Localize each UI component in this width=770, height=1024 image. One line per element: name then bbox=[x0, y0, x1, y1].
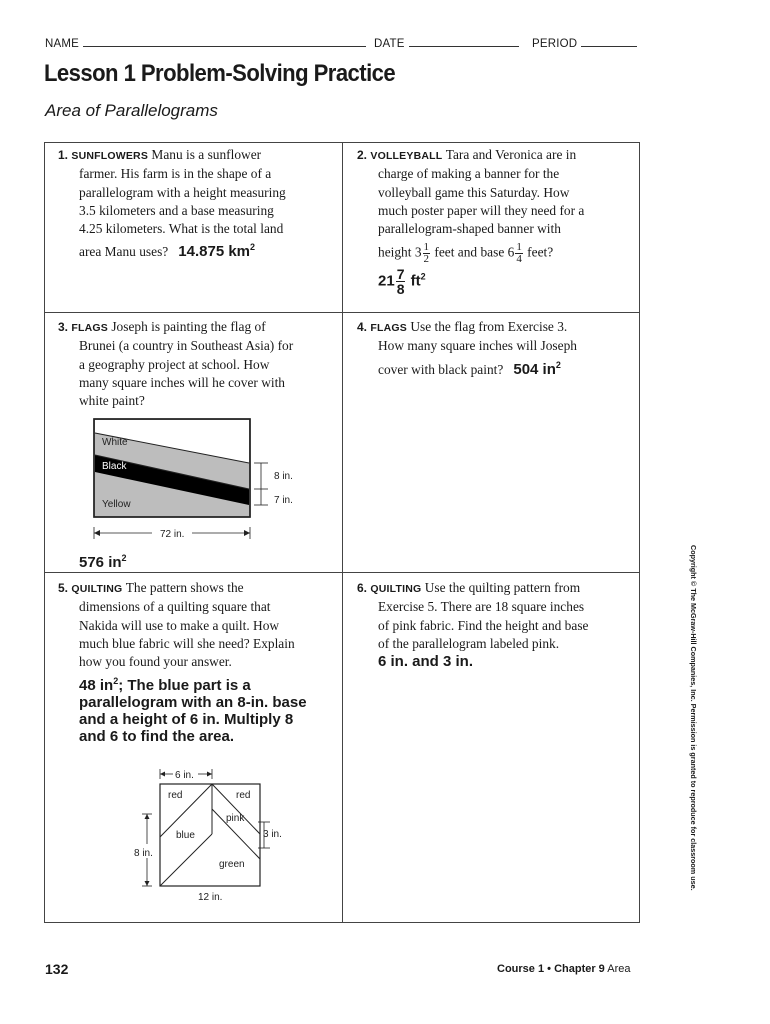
problem-1-number: 1. bbox=[58, 148, 69, 162]
problem-5-tag: QUILTING bbox=[71, 583, 123, 595]
problem-4-answer: 504 $in^2$ bbox=[513, 359, 561, 378]
quilt-diagram bbox=[130, 764, 300, 908]
page-number: 132 bbox=[45, 961, 69, 977]
problem-3-line: white paint? bbox=[79, 393, 145, 409]
name-label: NAME bbox=[45, 38, 80, 50]
flag-dim-8: 8 in. bbox=[274, 471, 293, 482]
problem-5 bbox=[58, 579, 342, 745]
base-fraction: $\frac{1}{4}$ bbox=[516, 241, 522, 266]
quilt-line bbox=[160, 834, 212, 886]
problem-1-answer: 14.875 $km^2$ bbox=[178, 242, 256, 261]
flag-diagram bbox=[90, 415, 310, 550]
quilt-red-left: red bbox=[168, 790, 183, 801]
name-field bbox=[45, 34, 366, 50]
grid-divider-row1 bbox=[44, 312, 640, 313]
problem-2-number: 2. bbox=[357, 148, 368, 162]
lesson-title: Lesson 1 Problem-Solving Practice bbox=[44, 60, 396, 87]
problem-2-line: parallelogram-shaped banner with bbox=[378, 221, 561, 237]
quilt-top-dim: 6 in. bbox=[175, 770, 194, 781]
date-label: DATE bbox=[374, 38, 405, 50]
problem-1-line: farmer. His farm is in the shape of a bbox=[79, 166, 272, 182]
flag-black-label: Black bbox=[102, 461, 127, 472]
problem-2 bbox=[357, 146, 637, 296]
problem-4-number: 4. bbox=[357, 320, 368, 334]
problem-6-line: Exercise 5. There are 18 square inches bbox=[378, 599, 585, 615]
problem-1-line: Manu is a sunflower bbox=[151, 147, 262, 162]
height-fraction: $\frac{1}{2}$ bbox=[423, 241, 430, 266]
quilt-blue: blue bbox=[176, 830, 195, 841]
period-label: PERIOD bbox=[532, 38, 578, 50]
quilt-red-right: red bbox=[236, 790, 251, 801]
problem-2-line: Tara and Veronica are in bbox=[445, 147, 577, 162]
quilt-bottom-dim: 12 in. bbox=[198, 892, 223, 903]
problem-1 bbox=[58, 146, 340, 262]
problem-4 bbox=[357, 318, 637, 379]
problem-5-line: how you found your answer. bbox=[79, 654, 232, 670]
copyright-notice bbox=[686, 545, 700, 891]
problem-6-number: 6. bbox=[357, 581, 368, 595]
problem-3-line: many square inches will he cover with bbox=[79, 374, 286, 390]
problem-4-line: Use the flag from Exercise 3. bbox=[410, 319, 568, 334]
problem-2-line: much poster paper will they need for a bbox=[378, 202, 585, 218]
problem-4-line: cover with black paint? bbox=[378, 361, 504, 377]
problem-6-answer: 6 in. and 3 in. bbox=[378, 653, 474, 671]
problem-5-line: much blue fabric will she need? Explain bbox=[79, 635, 295, 651]
flag-dim-7: 7 in. bbox=[274, 495, 293, 506]
grid-divider-row2 bbox=[44, 572, 640, 573]
period-field bbox=[532, 34, 637, 50]
problem-5-number: 5. bbox=[58, 581, 69, 595]
date-field bbox=[374, 34, 519, 50]
arrow-head bbox=[160, 772, 165, 777]
problem-1-line: 3.5 kilometers and a base measuring bbox=[79, 202, 274, 218]
arrow-head bbox=[207, 772, 212, 777]
problem-6 bbox=[357, 579, 637, 671]
problem-3 bbox=[58, 318, 342, 410]
quilt-green: green bbox=[219, 859, 245, 870]
problem-3-line: Joseph is painting the flag of bbox=[111, 319, 266, 334]
subtitle: Area of Parallelograms bbox=[45, 101, 218, 120]
problem-3-line: a geography project at school. How bbox=[79, 356, 270, 372]
period-blank bbox=[581, 34, 637, 47]
problem-3-answer: 576 $in^2$ bbox=[79, 553, 127, 571]
problem-1-line: area Manu uses? bbox=[79, 244, 169, 260]
arrow-head bbox=[244, 530, 250, 536]
problem-6-line: Use the quilting pattern from bbox=[424, 580, 581, 595]
arrow-head bbox=[145, 814, 150, 819]
arrow-head bbox=[94, 530, 100, 536]
problem-1-line: 4.25 kilometers. What is the total land bbox=[79, 221, 284, 237]
quilt-right-dim: 3 in. bbox=[263, 829, 282, 840]
problem-2-line: volleyball game this Saturday. How bbox=[378, 184, 570, 200]
quilt-left-dim: 8 in. bbox=[134, 848, 153, 859]
problem-4-line: How many square inches will Joseph bbox=[378, 338, 577, 354]
problem-6-line: of pink fabric. Find the height and base bbox=[378, 617, 589, 633]
problem-1-line: parallelogram with a height measuring bbox=[79, 184, 286, 200]
arrow-head bbox=[145, 881, 150, 886]
problem-6-line: of the parallelogram labeled pink. bbox=[378, 635, 560, 651]
problem-6-tag: QUILTING bbox=[370, 583, 422, 595]
flag-width-label: 72 in. bbox=[160, 529, 185, 540]
problem-2-answer: 21 $\frac{7}{8}$ $ft^2$ bbox=[378, 266, 426, 298]
grid-divider-vertical bbox=[342, 142, 343, 923]
problem-5-line: Nakida will use to make a quilt. How bbox=[79, 617, 280, 633]
footer-course: Course 1 • Chapter 9 Area bbox=[497, 963, 631, 975]
problem-1-tag: SUNFLOWERS bbox=[71, 150, 149, 162]
problem-2-dimensions: height 3 $\frac{1}{2}$ feet and base 6 $\frac{1}{4}$ feet? bbox=[378, 241, 554, 266]
problem-5-line: The pattern shows the bbox=[125, 580, 244, 595]
problem-3-number: 3. bbox=[58, 320, 69, 334]
problem-5-line: dimensions of a quilting square that bbox=[79, 599, 271, 615]
problem-2-line: charge of making a banner for the bbox=[378, 166, 560, 182]
problem-3-line: Brunei (a country in Southeast Asia) for bbox=[79, 338, 294, 354]
quilt-pink: pink bbox=[226, 813, 245, 824]
problem-5-answer: 48 $in^2$; The blue part is a parallelogram with an 8-in. base and a height of 6 in. Multiply 8 and 6 to find the area. bbox=[79, 676, 307, 746]
flag-yellow-label: Yellow bbox=[102, 499, 131, 510]
problem-3-tag: FLAGS bbox=[71, 322, 108, 334]
copyright-text: Copyright © The McGraw-Hill Companies, Inc. Permission is granted to reproduce for classroom use. bbox=[689, 545, 698, 891]
date-blank bbox=[409, 34, 519, 47]
name-blank bbox=[83, 34, 366, 47]
problem-2-tag: VOLLEYBALL bbox=[370, 150, 443, 162]
problem-4-tag: FLAGS bbox=[370, 322, 407, 334]
flag-white-label: White bbox=[102, 437, 128, 448]
